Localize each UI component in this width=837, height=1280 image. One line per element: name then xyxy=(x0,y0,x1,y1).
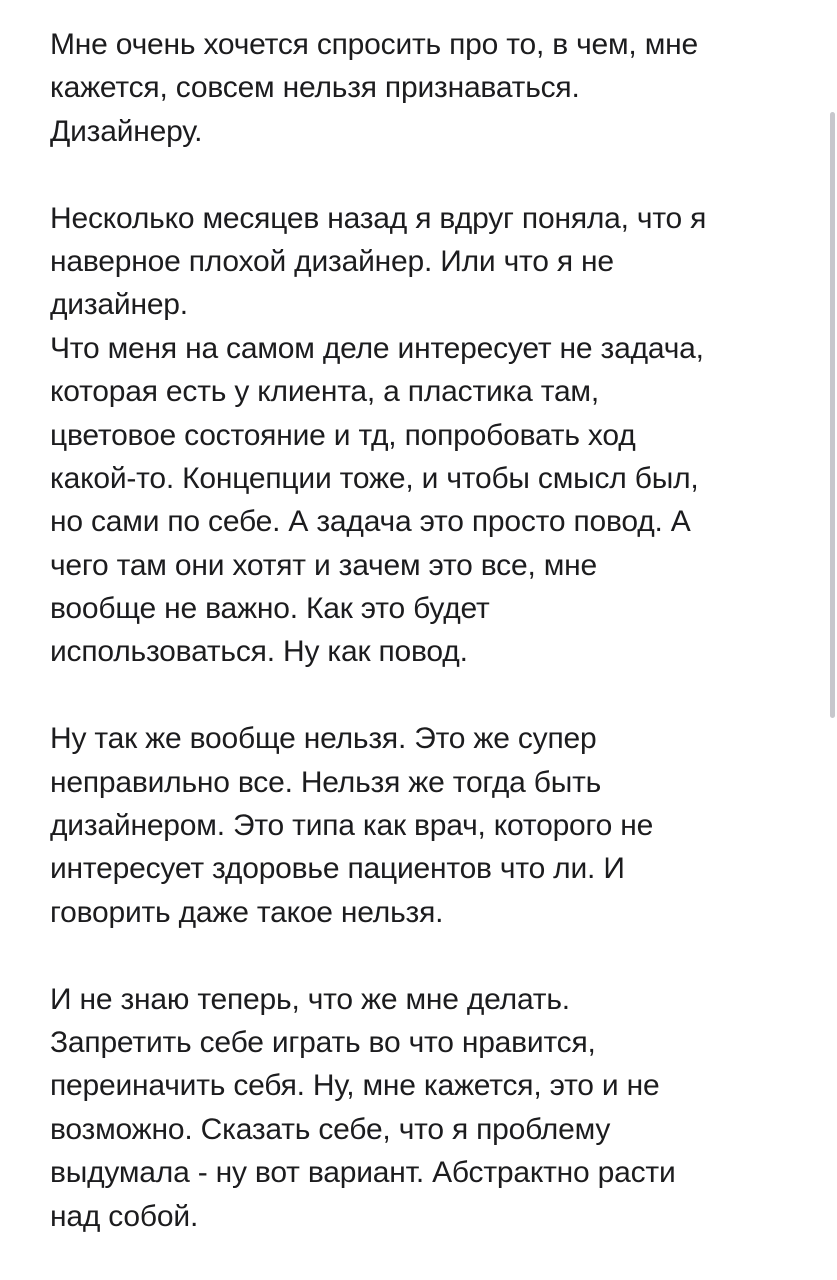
paragraph-4 xyxy=(50,978,820,1238)
text-line: Несколько месяцев назад я вдруг поняла, что я xyxy=(50,201,707,235)
text-line: цветовое состояние и тд, попробовать ход xyxy=(50,418,636,452)
text-line: Что меня на самом деле интересует не задача, xyxy=(50,331,704,365)
text-line: выдумала - ну вот вариант. Абстрактно расти xyxy=(50,1156,676,1190)
text-line: Дизайнеру. xyxy=(50,114,203,148)
paragraph-gap xyxy=(50,674,820,717)
text-line: дизайнером. Это типа как врач, которого не xyxy=(50,809,654,843)
text-line: кажется, совсем нельзя признаваться. xyxy=(50,71,580,105)
text-line: И не знаю теперь, что же мне делать. xyxy=(50,982,570,1016)
paragraph-3 xyxy=(50,717,820,934)
text-line: Мне очень хочется спросить про то, в чем, мне xyxy=(50,28,698,61)
text-line: над собой. xyxy=(50,1199,199,1233)
text-line: интересует здоровье пациентов что ли. И xyxy=(50,852,625,886)
message-text xyxy=(50,23,820,1238)
text-line: которая есть у клиента, а пластика там, xyxy=(50,375,599,409)
text-line: Ну так же вообще нельзя. Это же супер xyxy=(50,722,597,756)
paragraph-gap xyxy=(50,934,820,977)
paragraph-gap xyxy=(50,153,820,196)
text-line: использоваться. Ну как повод. xyxy=(50,635,468,669)
text-line: дизайнер. xyxy=(50,288,188,322)
text-line: неправильно все. Нельзя же тогда быть xyxy=(50,765,602,799)
text-line: говорить даже такое нельзя. xyxy=(50,895,444,929)
text-line: какой-то. Концепции тоже, и чтобы смысл был, xyxy=(50,461,699,495)
paragraph-2 xyxy=(50,197,820,674)
text-line: чего там они хотят и зачем это все, мне xyxy=(50,548,598,582)
text-line: но сами по себе. А задача это просто повод. А xyxy=(50,505,691,539)
scrollbar[interactable] xyxy=(830,112,835,718)
text-line: переиначить себя. Ну, мне кажется, это и не xyxy=(50,1069,660,1103)
text-line: вообще не важно. Как это будет xyxy=(50,592,490,626)
text-line: Запретить себе играть во что нравится, xyxy=(50,1025,596,1059)
text-line: возможно. Сказать себе, что я проблему xyxy=(50,1112,611,1146)
text-line: наверное плохой дизайнер. Или что я не xyxy=(50,244,614,278)
paragraph-1 xyxy=(50,23,820,153)
